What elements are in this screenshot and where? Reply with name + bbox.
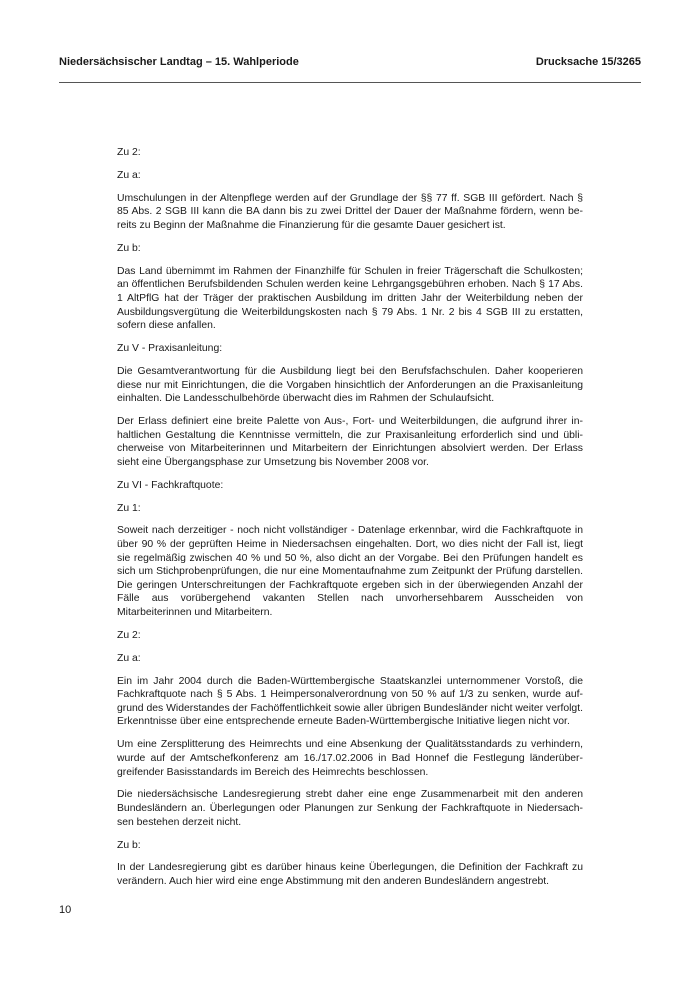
body-paragraph: Die Gesamtverantwortung für die Ausbildung liegt bei den Berufsfachschulen. Daher kooperieren diese nur mit Einrichtungen, die die Vorgaben hinsichtlich der Anforderungen an die Praxisanleitung einhalten. Die Landesschulbehörde überwacht dies im Rahmen der Schulaufsicht.: [117, 365, 583, 405]
body-paragraph: In der Landesregierung gibt es darüber hinaus keine Überlegungen, die Definition der Fachkraft zu verändern. Auch hier wird eine enge Abstimmung mit den anderen Bundesländern angestrebt.: [117, 862, 583, 887]
header-title: Niedersächsischer Landtag – 15. Wahlperiode: [59, 56, 299, 68]
header-document-number: Drucksache 15/3265: [535, 56, 641, 68]
header-divider: [59, 82, 641, 83]
section-label: Zu 2:: [117, 629, 141, 641]
body-paragraph: Die niedersächsische Landesregierung strebt daher eine enge Zusammenarbeit mit den anderen Bundesländern an. Überlegungen oder Planungen zur Senkung der Fachkraftquote in Niedersachsen bestehen derzeit nicht.: [117, 789, 583, 828]
body-paragraph: Ein im Jahr 2004 durch die Baden-Württembergische Staatskanzlei unternommener Vorstoß, die Fachkraftquote nach § 5 Abs. 1 Heimpersonalverordnung von 50 % auf 1/3 zu senken, wurde aufgrund des Widerstandes der Fachöffentlichkeit sowie aller übrigen Bundesländer nicht weiter verfolgt. Erkenntnisse über eine entsprechende erneute Baden-Württembergische Initiative liegen nicht vor.: [117, 675, 583, 728]
subsection-label: Zu a:: [117, 652, 141, 664]
subsection-label: Zu b:: [117, 839, 141, 851]
section-label: Zu 1:: [117, 502, 141, 514]
subsection-label: Zu b:: [117, 242, 141, 254]
section-label: Zu 2:: [117, 147, 141, 158]
body-paragraph: Der Erlass definiert eine breite Palette von Aus-, Fort- und Weiterbildungen, die aufgrund ihrer inhaltlichen Gestaltung die Kenntnisse vermitteln, die zur Praxisanleitung erforderlich sind und üblicherweise von Mitarbeiterinnen und Mitarbeitern der Einrichtungen absolviert werden. Der Erlass sieht eine Übergangsphase zur Umsetzung bis November 2008 vor.: [117, 415, 583, 468]
body-paragraph: Soweit nach derzeitiger - noch nicht vollständiger - Datenlage erkennbar, wird die Fachkraftquote in über 90 % der geprüften Heime in Niedersachsen eingehalten. Dort, wo dies nicht der Fall ist, liegt sie regelmäßig zwischen 40 % und 50 %, also dicht an der Vorgabe. Bei den Prüfungen handelt es sich um Stichprobenprüfungen, die nur eine Momentaufnahme zum Zeitpunkt der Prüfung darstellen. Die geringen Unterschreitungen der Fachkraftquote ergeben sich in der überwiegenden Anzahl der Fälle aus vorübergehend vakanten Stellen nach unvorhersehbarem Ausscheiden von Mitarbeiterinnen und Mitarbeitern.: [117, 525, 583, 618]
body-paragraph: Umschulungen in der Altenpflege werden auf der Grundlage der §§ 77 ff. SGB III gefördert. Nach § 85 Abs. 2 SGB III kann die BA dann bis zu zwei Drittel der Dauer der Maßnahme fördern, wenn bereits zu Beginn der Maßnahme die Finanzierung für die gesamte Dauer gesichert ist.: [117, 192, 583, 231]
section-heading: Zu V - Praxisanleitung:: [117, 343, 223, 355]
body-paragraph: Das Land übernimmt im Rahmen der Finanzhilfe für Schulen in freier Trägerschaft die Schulkosten; an öffentlichen Berufsbildenden Schulen werden keine Lehrgangsgebühren erhoben. Nach § 17 Abs. 1 AltPflG hat der Träger der praktischen Ausbildung im dritten Jahr der Weiterbildung neben der Ausbildungsvergütung die Weiterbildungskosten nach § 79 Abs. 1 Nr. 2 bis 4 SGB III zu erstatten, sofern diese anfallen.: [117, 265, 583, 332]
page-header: [59, 56, 641, 68]
document-body: [117, 146, 583, 898]
section-heading: Zu VI - Fachkraftquote:: [117, 479, 224, 491]
subsection-label: Zu a:: [117, 169, 141, 181]
body-paragraph: Um eine Zersplitterung des Heimrechts und eine Absenkung der Qualitätsstandards zu verhindern, wurde auf der Amtschefkonferenz am 16./17.02.2006 in Bad Honnef die Festlegung länderübergreifender Basisstandards im Bereich des Heimrechts beschlossen.: [117, 739, 583, 778]
page-number: 10: [59, 904, 72, 916]
